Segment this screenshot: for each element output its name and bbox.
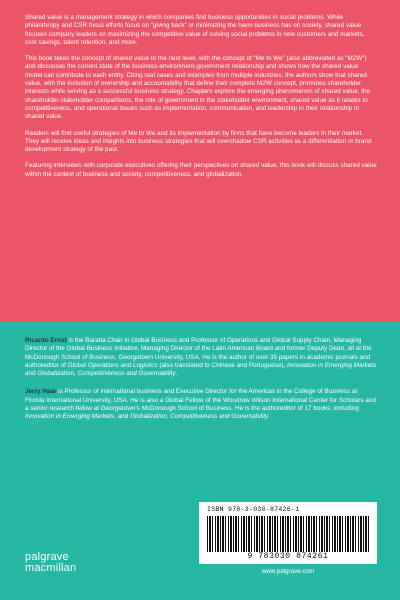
author-bios [25,337,377,432]
bio-text: (also translated to Chinese and Portuguese), [157,361,288,369]
author-bio-haar [25,388,377,421]
publisher-url: www.palgrave.com [261,568,315,575]
isbn-barcode [199,502,377,564]
book-description [25,14,377,187]
logo-line: macmillan [25,562,77,574]
bio-text: . [268,413,271,421]
barcode-digits: 9 783030 874261 [247,552,329,561]
bio-text: and [25,370,38,378]
palgrave-macmillan-logo [25,552,76,574]
barcode-bars [207,516,369,552]
book-title: Globalization, Competitiveness and Governability [130,413,269,421]
bio-text: . [175,370,178,378]
book-title: Global Operations and Logistics [67,361,158,369]
description-paragraph: Readers will find useful strategies of Me to We and its implementation by firms that have become leaders in their market. They will receive ideas and insights into business strategies that will overshadow CSR activities as a differentiation or brand development strategy of the past. [25,129,372,154]
author-name: Ricardo Ernst [25,337,67,344]
book-title: Innovation in Emerging Markets, [25,413,116,421]
description-paragraph: This book takes the concept of shared value to the next level, with the concept of “Me to We” (also abbreviated as “M2W”) and discusses the current state of the business-environment-government relationship and shows how the shared value model can contribute to each entity. Citing real cases and examples from multiple industries, the authors show that shared value, with the inclusion of ownership and accountability that define their complete M2W concept, promotes shareholder interests while serving as a successful business strategy. Chapters explore the emerging phenomenon of shared value, the shareholder-stakeholder comparisons, the role of government in the stakeholder environment, shared value as it relates to competitiveness, and operational issues such as implementation, communication, and leadership in their relationship to shared value. [25,55,371,121]
bio-text: and [115,413,131,421]
bio-text: is the Baratta Chair in Global Business and Professor of Operations and Global Supply Chain, Managing Director of the Global Business Initiative, Managing Director of the Latin American Board and former Deputy Dean, all at the McDonough School of Business, Georgetown University, USA. He is the author of over 35 papers in academic journals and authoreditor of [25,337,372,369]
description-paragraph: Shared value is a management strategy in which companies find business opportunities in social problems. While philanthropy and CSR focus efforts focus on “giving back” or minimizing the harm business has on society, shared value focuses company leaders on maximizing the competitive value of solving social problems in new customers and markets, cost savings, talent retention, and more. [25,14,365,46]
author-name: Jerry Haar [25,388,57,396]
logo-line: palgrave [25,551,69,563]
bio-text: is Professor of international business and Executive Director for the Americas in the College of Business at Florida International University, USA. He is also a Global Fellow of the Woodrow Wilson International Center for Scholars and a senior research fellow at Georgetown’s McDonough School of Business. He is the authoreditor of 17 books, including [25,388,376,413]
isbn-label: ISBN 978-3-030-87426-1 [207,506,300,513]
book-title: Globalization, Competitiveness and Governability [37,370,176,378]
book-title: Innovation in Emerging Markets [287,361,377,369]
author-bio-ernst [25,337,377,378]
description-paragraph: Featuring interviews with corporate executives offering their perspectives on shared value, this book will discuss shared value within the context of business and society, competitiveness, and globalization. [25,162,377,178]
